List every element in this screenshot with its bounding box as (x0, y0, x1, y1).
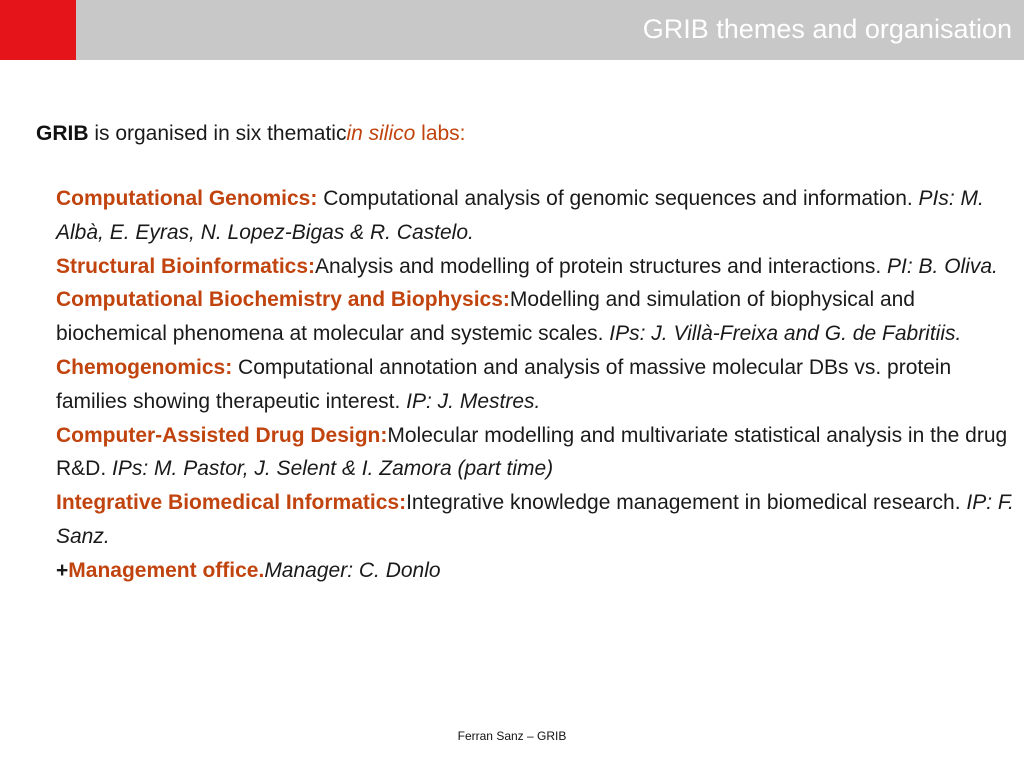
lab-item-computational-biochemistry (56, 283, 1014, 351)
lab-item-integrative-biomedical-informatics (56, 486, 1014, 554)
management-office-name: Management office. (68, 558, 265, 582)
lab-name: Structural Bioinformatics: (56, 254, 316, 278)
labs-list (56, 182, 1014, 588)
lab-name: Computer-Assisted Drug Design: (56, 423, 388, 447)
intro-in-silico: in silico (346, 122, 416, 145)
lab-item-structural-bioinformatics (56, 250, 1014, 284)
intro-grib: GRIB (36, 122, 89, 145)
lab-item-computer-assisted-drug-design (56, 419, 1014, 487)
intro-labs: labs: (415, 122, 466, 145)
lab-description: Computational annotation and analysis of massive molecular DBs vs. protein families showing therapeutic interest. (56, 355, 952, 413)
footer-credit: Ferran Sanz – GRIB (457, 729, 567, 743)
lab-pis: IPs: J. Villà-Freixa and G. de Fabritiis. (609, 322, 962, 346)
lab-description: Molecular modelling and multivariate statistical analysis in the drug R&D. (56, 423, 1008, 481)
lab-pis: IP: F. Sanz. (56, 491, 1014, 548)
lab-name: Integrative Biomedical Informatics: (56, 491, 407, 515)
header-bar (0, 0, 1024, 60)
lab-pis: IPs: M. Pastor, J. Selent & I. Zamora (part time) (112, 457, 554, 481)
management-office-item (56, 554, 1014, 588)
header-accent-block (0, 0, 76, 60)
management-manager: Manager: C. Donlo (264, 558, 441, 582)
intro-text: is organised in six thematic (88, 122, 347, 145)
lab-name: Chemogenomics: (56, 355, 233, 379)
lab-pis: IP: J. Mestres. (406, 389, 541, 413)
lab-name: Computational Genomics: (56, 187, 318, 210)
lab-description: Integrative knowledge management in biomedical research. (406, 491, 967, 515)
lab-name: Computational Biochemistry and Biophysics: (56, 288, 510, 312)
lab-description: Analysis and modelling of protein structures and interactions. (315, 254, 888, 278)
plus-sign: + (56, 558, 69, 582)
lab-item-chemogenomics (56, 351, 1014, 419)
lab-description: Computational analysis of genomic sequences and information. (317, 187, 919, 210)
lab-pis: PI: B. Oliva. (887, 254, 998, 278)
intro-line (36, 122, 466, 146)
slide-title: GRIB themes and organisation (642, 14, 1012, 44)
lab-description: Modelling and simulation of biophysical and biochemical phenomena at molecular and systemic scales. (56, 288, 915, 346)
lab-item-computational-genomics (56, 182, 1014, 250)
lab-pis: PIs: M. Albà, E. Eyras, N. Lopez-Bigas & R. Castelo. (56, 187, 984, 244)
